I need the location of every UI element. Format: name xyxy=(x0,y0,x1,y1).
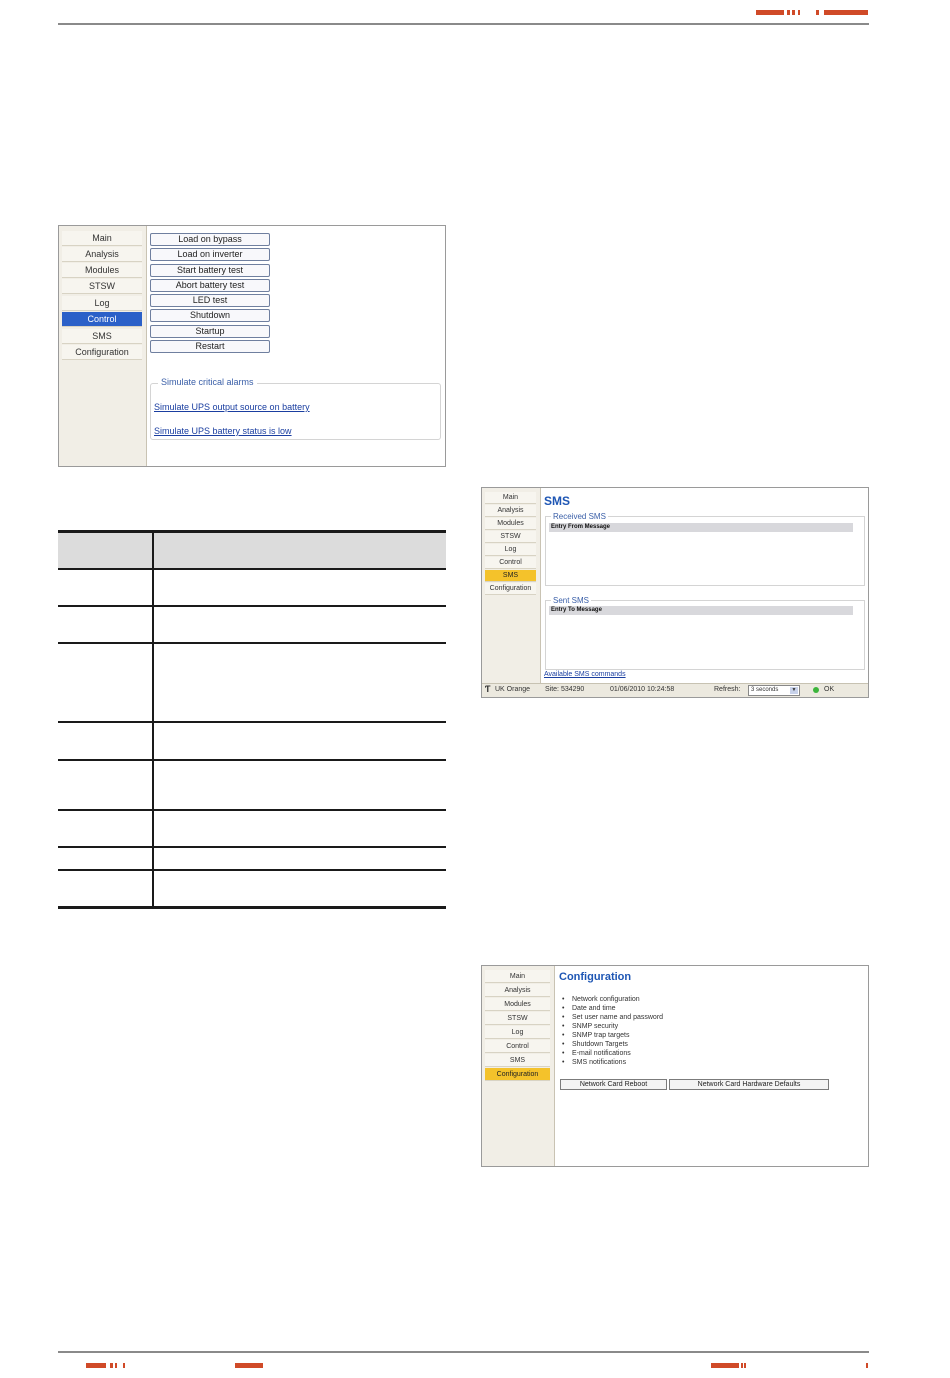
config-item-sms[interactable]: • SMS notifications xyxy=(560,1058,663,1067)
led-test-button[interactable]: LED test xyxy=(150,294,270,307)
nav-log[interactable]: Log xyxy=(62,296,142,311)
control-nav xyxy=(59,226,147,466)
simulate-battery-low-link[interactable]: Simulate UPS battery status is low xyxy=(154,426,292,436)
chevron-down-icon[interactable]: ▼ xyxy=(791,687,797,693)
table-row xyxy=(58,568,446,570)
table-header xyxy=(58,530,446,570)
table-bottom xyxy=(58,906,446,909)
abort-battery-test-button[interactable]: Abort battery test xyxy=(150,279,270,292)
config-item-user-password[interactable]: • Set user name and password xyxy=(560,1013,663,1022)
simulate-alarms-legend: Simulate critical alarms xyxy=(158,377,257,387)
nav-stsw[interactable]: STSW xyxy=(62,279,142,294)
network-card-defaults-button[interactable]: Network Card Hardware Defaults xyxy=(669,1079,829,1090)
nav-sms[interactable]: SMS xyxy=(485,570,536,582)
received-sms-header: Entry From Message xyxy=(549,523,853,532)
received-sms-group xyxy=(545,512,865,586)
nav-configuration[interactable]: Configuration xyxy=(62,345,142,360)
nav-configuration[interactable]: Configuration xyxy=(485,583,536,595)
configuration-screenshot xyxy=(481,965,869,1167)
table-row xyxy=(58,721,446,723)
nav-main[interactable]: Main xyxy=(485,492,536,504)
table-row xyxy=(58,605,446,607)
nav-log[interactable]: Log xyxy=(485,1026,550,1039)
nav-modules[interactable]: Modules xyxy=(62,263,142,278)
load-on-inverter-button[interactable]: Load on inverter xyxy=(150,248,270,261)
simulate-on-battery-link[interactable]: Simulate UPS output source on battery xyxy=(154,402,310,412)
config-item-email[interactable]: • E-mail notifications xyxy=(560,1049,663,1058)
status-ok-icon xyxy=(813,687,819,693)
nav-control[interactable]: Control xyxy=(62,312,142,327)
config-item-date-time[interactable]: • Date and time xyxy=(560,1004,663,1013)
start-battery-test-button[interactable]: Start battery test xyxy=(150,264,270,277)
sent-sms-legend: Sent SMS xyxy=(553,596,590,605)
nav-stsw[interactable]: STSW xyxy=(485,531,536,543)
table-row xyxy=(58,846,446,848)
table-column-divider xyxy=(152,530,154,909)
signal-icon: Ƭ xyxy=(485,684,491,694)
configuration-menu xyxy=(560,995,663,1067)
nav-configuration[interactable]: Configuration xyxy=(485,1068,550,1081)
refresh-value: 3 seconds xyxy=(751,687,779,693)
nav-modules[interactable]: Modules xyxy=(485,518,536,530)
nav-sms[interactable]: SMS xyxy=(62,329,142,344)
sent-sms-group xyxy=(545,596,865,670)
status-bar xyxy=(482,683,868,697)
received-sms-legend: Received SMS xyxy=(553,512,606,521)
restart-button[interactable]: Restart xyxy=(150,340,270,353)
table-row xyxy=(58,869,446,871)
nav-analysis[interactable]: Analysis xyxy=(485,984,550,997)
table-row xyxy=(58,759,446,761)
datetime-label: 01/06/2010 10:24:58 xyxy=(610,686,675,693)
bottom-rule xyxy=(58,1351,869,1353)
page-title: SMS xyxy=(544,494,571,508)
available-sms-commands-link[interactable]: Available SMS commands xyxy=(544,671,626,678)
nav-main[interactable]: Main xyxy=(485,970,550,983)
top-rule xyxy=(58,23,869,25)
nav-stsw[interactable]: STSW xyxy=(485,1012,550,1025)
config-item-snmp-security[interactable]: • SNMP security xyxy=(560,1022,663,1031)
page-title: Configuration xyxy=(559,971,632,983)
nav-analysis[interactable]: Analysis xyxy=(485,505,536,517)
sent-sms-header: Entry To Message xyxy=(549,606,853,615)
nav-modules[interactable]: Modules xyxy=(485,998,550,1011)
nav-log[interactable]: Log xyxy=(485,544,536,556)
table-row xyxy=(58,642,446,644)
control-screenshot xyxy=(58,225,446,467)
config-item-network[interactable]: • Network configuration xyxy=(560,995,663,1004)
startup-button[interactable]: Startup xyxy=(150,325,270,338)
operator-label: UK Orange xyxy=(495,686,531,693)
sms-nav xyxy=(482,488,541,683)
load-on-bypass-button[interactable]: Load on bypass xyxy=(150,233,270,246)
refresh-select[interactable] xyxy=(748,685,800,696)
nav-main[interactable]: Main xyxy=(62,231,142,246)
shutdown-button[interactable]: Shutdown xyxy=(150,309,270,322)
config-item-snmp-trap[interactable]: • SNMP trap targets xyxy=(560,1031,663,1040)
nav-control[interactable]: Control xyxy=(485,1040,550,1053)
table-row xyxy=(58,809,446,811)
nav-analysis[interactable]: Analysis xyxy=(62,247,142,262)
site-label: Site: 534290 xyxy=(545,686,585,693)
sms-screenshot xyxy=(481,487,869,698)
nav-control[interactable]: Control xyxy=(485,557,536,569)
config-item-shutdown-targets[interactable]: • Shutdown Targets xyxy=(560,1040,663,1049)
refresh-label: Refresh: xyxy=(714,686,741,693)
status-label: OK xyxy=(824,686,835,693)
configuration-nav xyxy=(482,966,555,1166)
parameter-table xyxy=(58,530,446,909)
network-card-reboot-button[interactable]: Network Card Reboot xyxy=(560,1079,667,1090)
nav-sms[interactable]: SMS xyxy=(485,1054,550,1067)
